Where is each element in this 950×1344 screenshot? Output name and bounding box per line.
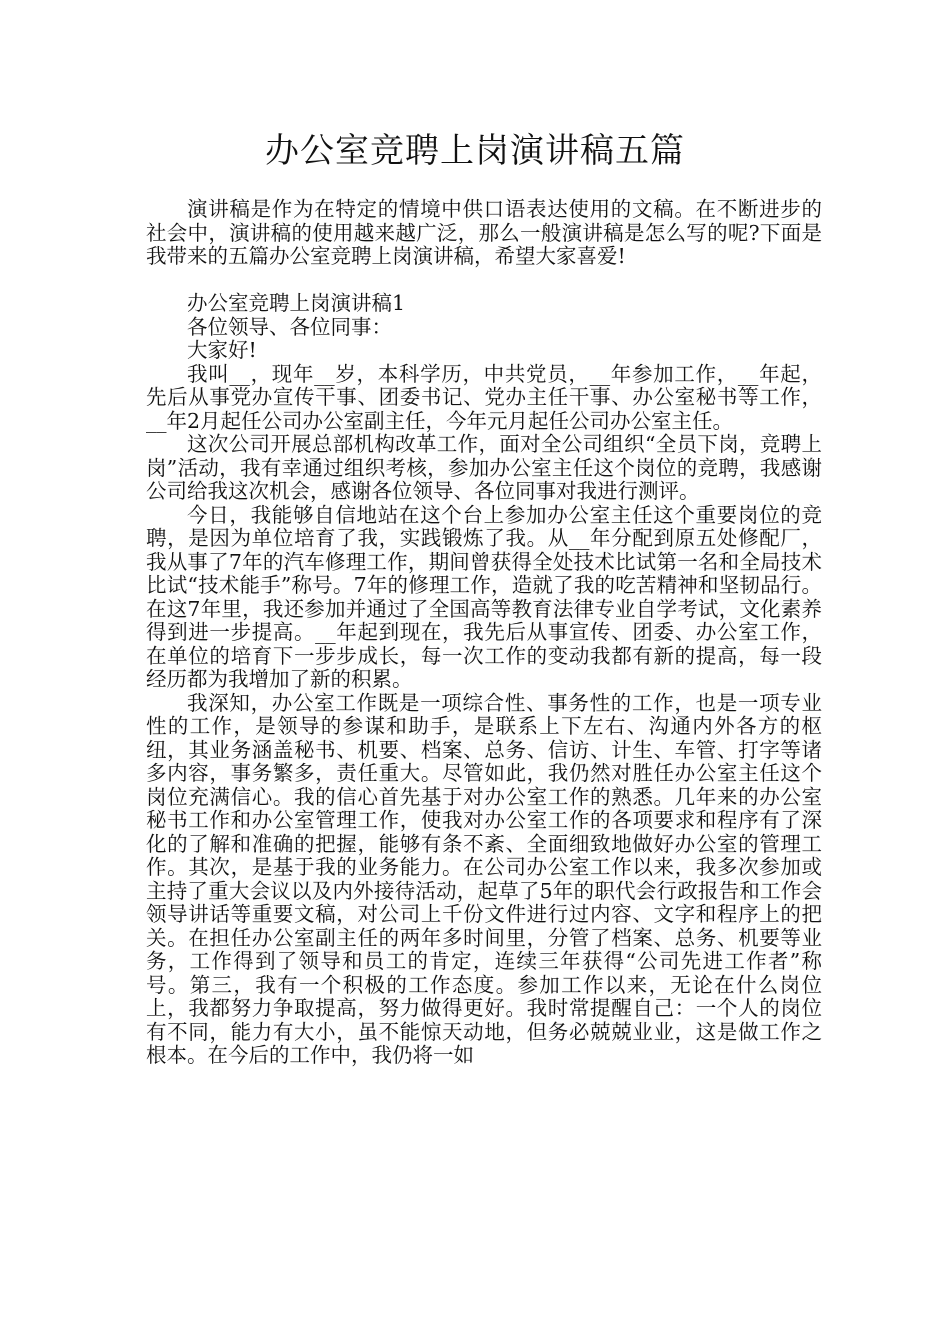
salutation: 各位领导、各位同事：: [187, 314, 392, 339]
intro-paragraph: 演讲稿是作为在特定的情境中供口语表达使用的文稿。在不断进步的社会中，演讲稿的使用越来越广泛，那么一般演讲稿是怎么写的呢?下面是我带来的五篇办公室竞聘上岗演讲稿，希望大家喜爱!: [146, 197, 822, 268]
body-paragraph: 这次公司开展总部机构改革工作，面对全公司组织“全员下岗，竞聘上岗”活动，我有幸通过组织考核，参加办公室主任这个岗位的竞聘，我感谢公司给我这次机会，感谢各位领导、各位同事对我进行测评。: [146, 432, 822, 503]
body-paragraph: 我深知，办公室工作既是一项综合性、事务性的工作，也是一项专业性的工作，是领导的参谋和助手，是联系上下左右、沟通内外各方的枢纽，其业务涵盖秘书、机要、档案、总务、信访、计生、车管、打字等诸多内容，事务繁多，责任重大。尽管如此，我仍然对胜任办公室主任这个岗位充满信心。我的信心首先基于对办公室工作的熟悉。几年来的办公室秘书工作和办公室管理工作，使我对办公室工作的各项要求和程序有了深化的了解和准确的把握，能够有条不紊、全面细致地做好办公室的管理工作。其次，是基于我的业务能力。在公司办公室工作以来，我多次参加或主持了重大会议以及内外接待活动，起草了5年的职代会行政报告和工作会领导讲话等重要文稿，对公司上千份文件进行过内容、文字和程序上的把关。在担任办公室副主任的两年多时间里，分管了档案、总务、机要等业务，工作得到了领导和员工的肯定，连续三年获得“公司先进工作者”称号。第三，我有一个积极的工作态度。参加工作以来，无论在什么岗位上，我都努力争取提高，努力做得更好。我时常提醒自己：一个人的岗位有不同，能力有大小，虽不能惊天动地，但务必兢兢业业，这是做工作之根本。在今后的工作中，我仍将一如: [146, 690, 822, 1067]
document-body: [146, 198, 822, 1068]
body-paragraph: 我叫__，现年__岁，本科学历，中共党员，__年参加工作，__年起，先后从事党办宣传干事、团委书记、党办主任干事、办公室秘书等工作，__年2月起任公司办公室副主任，今年元月起任公司办公室主任。: [146, 361, 822, 433]
body-paragraph: 今日，我能够自信地站在这个台上参加办公室主任这个重要岗位的竞聘，是因为单位培育了我，实践锻炼了我。从__年分配到原五处修配厂，我从事了7年的汽车修理工作，期间曾获得全处技术比试第一名和全局技术比试“技术能手”称号。7年的修理工作，造就了我的吃苦精神和坚韧品行。在这7年里，我还参加并通过了全国高等教育法律专业自学考试，文化素养得到进一步提高。__年起到现在，我先后从事宣传、团委、办公室工作，在单位的培育下一步步成长，每一次工作的变动我都有新的提高，每一段经历都为我增加了新的积累。: [146, 502, 822, 691]
document-title: 办公室竞聘上岗演讲稿五篇: [265, 131, 685, 171]
section-heading: 办公室竞聘上岗演讲稿1: [187, 291, 406, 315]
greeting: 大家好!: [187, 338, 257, 362]
